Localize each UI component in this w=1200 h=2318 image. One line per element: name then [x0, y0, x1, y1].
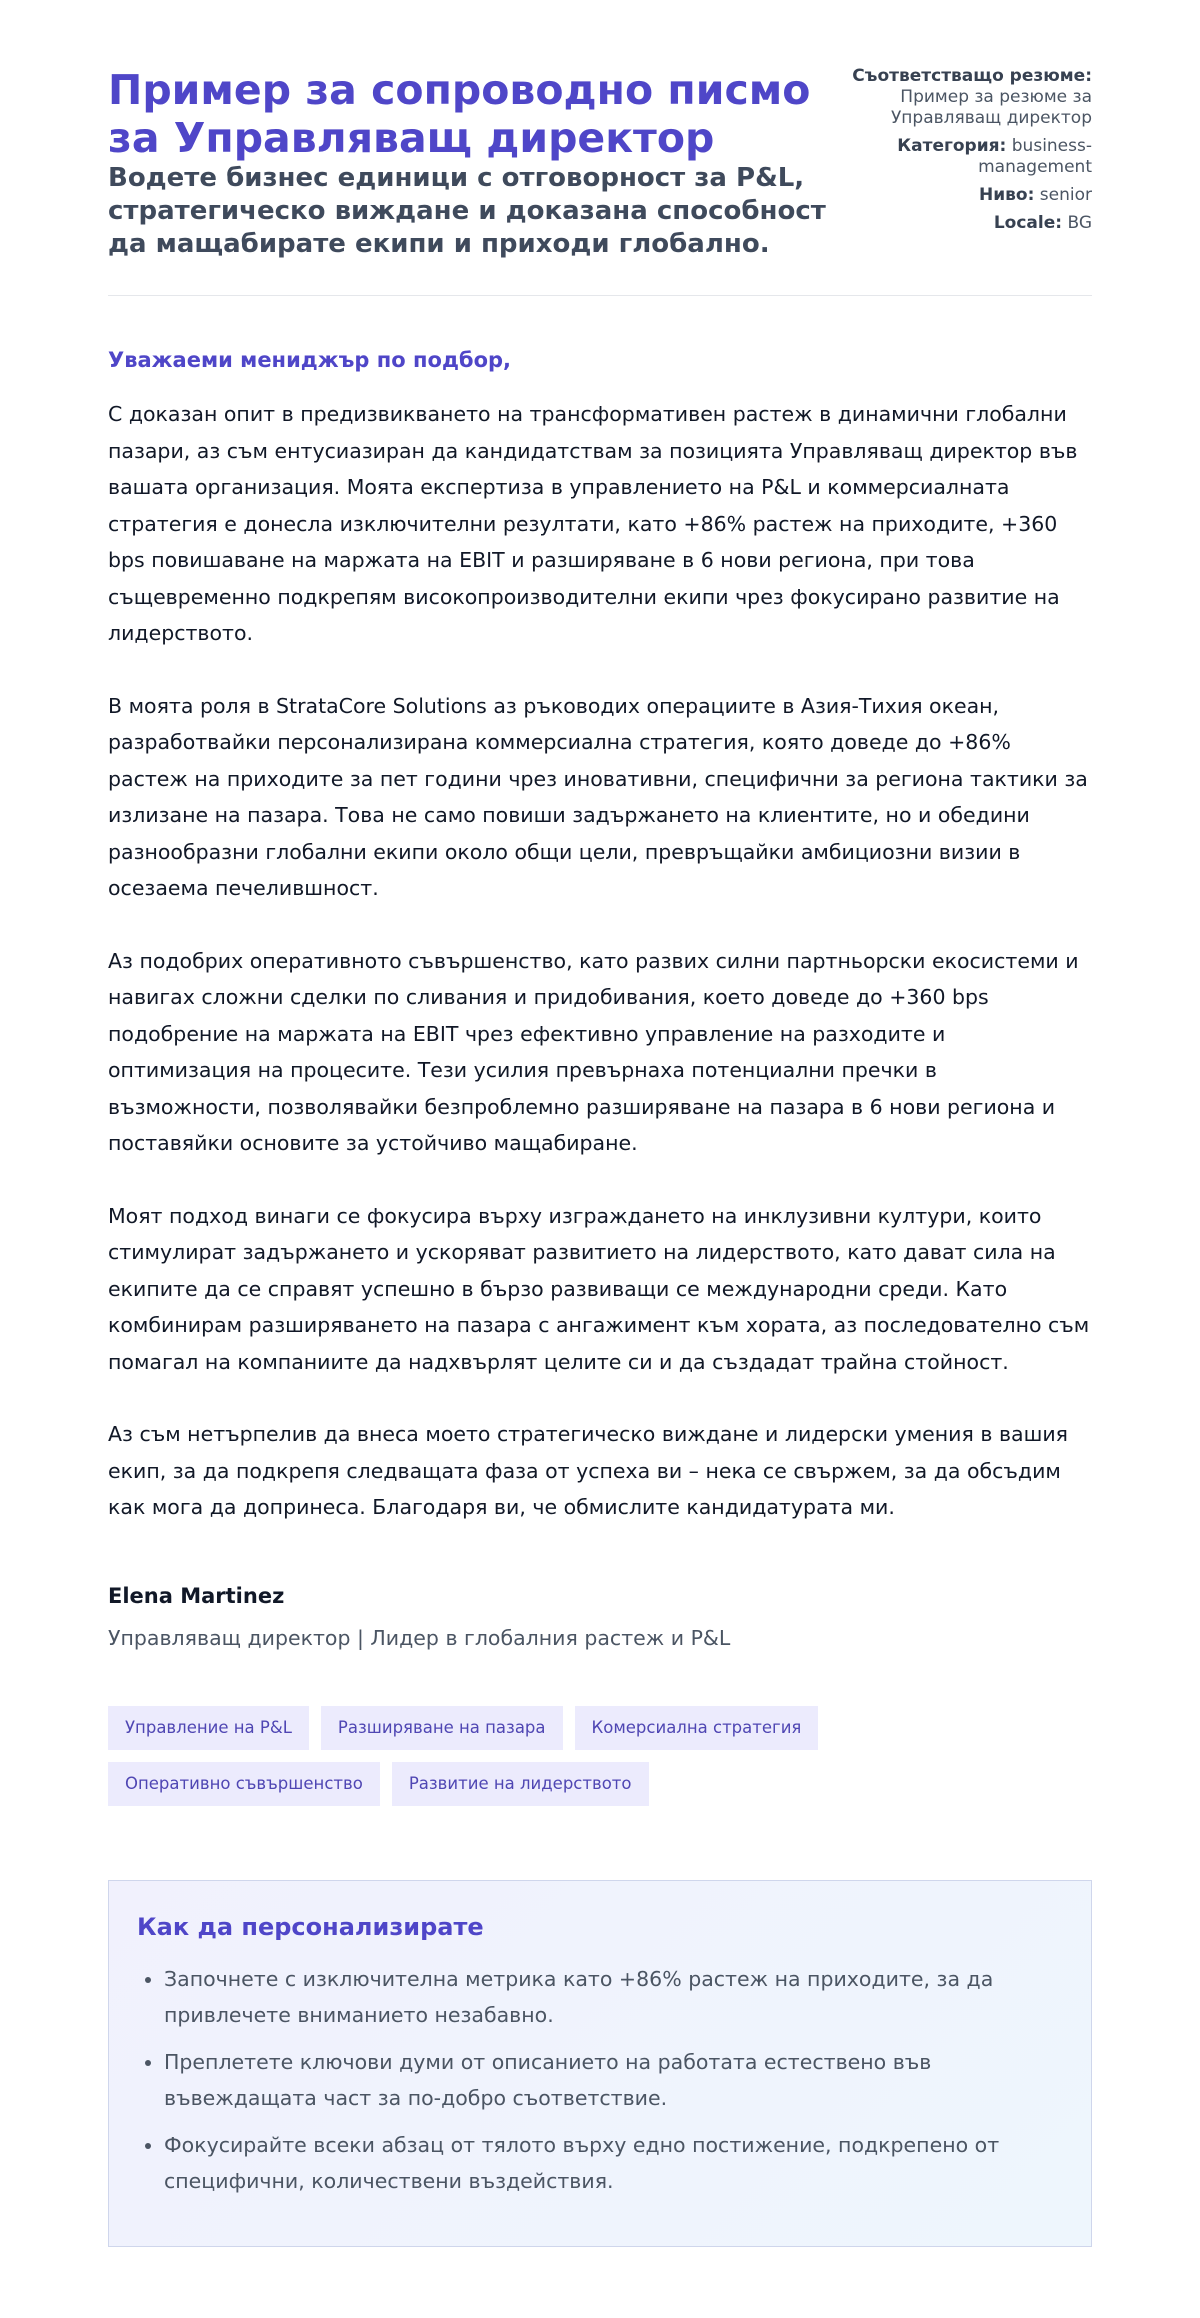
- meta-label: Ниво:: [979, 185, 1035, 205]
- skill-tag: Оперативно съвършенство: [108, 1762, 380, 1806]
- meta-panel: [852, 66, 1092, 241]
- meta-locale: [852, 213, 1092, 234]
- meta-value: BG: [1067, 213, 1092, 233]
- skill-tag: Управление на P&L: [108, 1706, 309, 1750]
- meta-level: [852, 185, 1092, 206]
- meta-label: Категория:: [897, 136, 1007, 156]
- tips-title: Как да персонализирате: [137, 1912, 484, 1941]
- tip-item: • Фокусирайте всеки абзац от тялото върху едно постижение, подкрепено от специфични, количествени въздействия.: [164, 2127, 1063, 2199]
- signature-name: Elena Martinez: [108, 1583, 285, 1608]
- header-titles: [108, 66, 828, 261]
- page-title: Пример за сопроводно писмо за Управляващ директор: [108, 66, 811, 162]
- letter-paragraph: Аз подобрих оперативното съвършенство, като развих силни партньорски екосистеми и навигах сложни сделки по сливания и придобивания, което доведе до +360 bps подобрение на маржата на EBIT чрез ефективно управление на разходите и оптимизация на процесите. Тези усилия превърнаха потенциални пречки в възможности, позволявайки безпроблемно разширяване на пазара в 6 нови региона и поставяйки основите за устойчиво мащабиране.: [108, 948, 1079, 1155]
- tips-list: [137, 1961, 1063, 2199]
- meta-value: Пример за резюме за Управляващ директор: [890, 87, 1092, 128]
- meta-label: Locale:: [993, 213, 1063, 233]
- skill-tag: Разширяване на пазара: [321, 1706, 563, 1750]
- page-subtitle: Водете бизнес единици с отговорност за P&L, стратегическо виждане и доказана способност да мащабирате екипи и приходи глобално.: [108, 163, 826, 259]
- meta-value: business-management: [978, 136, 1092, 177]
- tip-item: • Започнете с изключителна метрика като +86% растеж на приходите, за да привлечете вниманието незабавно.: [164, 1961, 1063, 2033]
- tip-item: • Преплетете ключови думи от описанието на работата естествено във въвеждащата част за по-добро съответствие.: [164, 2044, 1063, 2116]
- skill-tags: [108, 1706, 868, 1818]
- letter-greeting: Уважаеми мениджър по подбор,: [108, 348, 512, 372]
- page-header: [108, 66, 1092, 296]
- signature-title: Управляващ директор | Лидер в глобалния растеж и P&L: [108, 1625, 731, 1650]
- letter-paragraph: В моята роля в StrataCore Solutions аз ръководих операциите в Азия-Тихия океан, разработвайки персонализирана коммерсиална стратегия, която доведе до +86% растеж на приходите за пет години чрез иновативни, специфични за региона тактики за излизане на пазара. Това не само повиши задържането на клиентите, но и обедини разнообразни глобални екипи около общи цели, превръщайки амбициозни визии в осезаема печелившност.: [108, 693, 1088, 900]
- meta-category: [852, 136, 1092, 178]
- letter-paragraph: С доказан опит в предизвикването на трансформативен растеж в динамични глобални пазари, аз съм ентусиазиран да кандидатствам за позицията Управляващ директор във вашата организация. Моята експертиза в управлението на P&L и коммерсиалната стратегия е донесла изключителни резултати, като +86% растеж на приходите, +360 bps повишаване на маржата на EBIT и разширяване в 6 нови региона, при това същевременно подкрепям високопроизводителни екипи чрез фокусирано развитие на лидерството.: [108, 402, 1078, 645]
- signature-block: [108, 1582, 1092, 1652]
- customization-tips-box: [108, 1880, 1092, 2247]
- meta-label: Съответстващо резюме:: [852, 66, 1092, 86]
- skill-tag: Развитие на лидерството: [392, 1762, 649, 1806]
- letter-paragraph: Моят подход винаги се фокусира върху изграждането на инклузивни култури, които стимулират задържането и ускоряват развитието на лидерството, като дават сила на екипите да се справят успешно в бързо развиващи се международни среди. Като комбинирам разширяването на пазара с ангажимент към хората, аз последователно съм помагал на компаниите да надхвърлят целите си и да създадат трайна стойност.: [108, 1203, 1090, 1374]
- skill-tag: Комерсиална стратегия: [575, 1706, 819, 1750]
- meta-matching-resume: [852, 66, 1092, 129]
- letter-body: [108, 396, 1092, 1526]
- letter-paragraph: Аз съм нетърпелив да внеса моето стратегическо виждане и лидерски умения в вашия екип, за да подкрепя следващата фаза от успеха ви – нека се свържем, за да обсъдим как мога да допринеса. Благодаря ви, че обмислите кандидатурата ми.: [108, 1422, 1068, 1519]
- meta-value: senior: [1039, 185, 1092, 205]
